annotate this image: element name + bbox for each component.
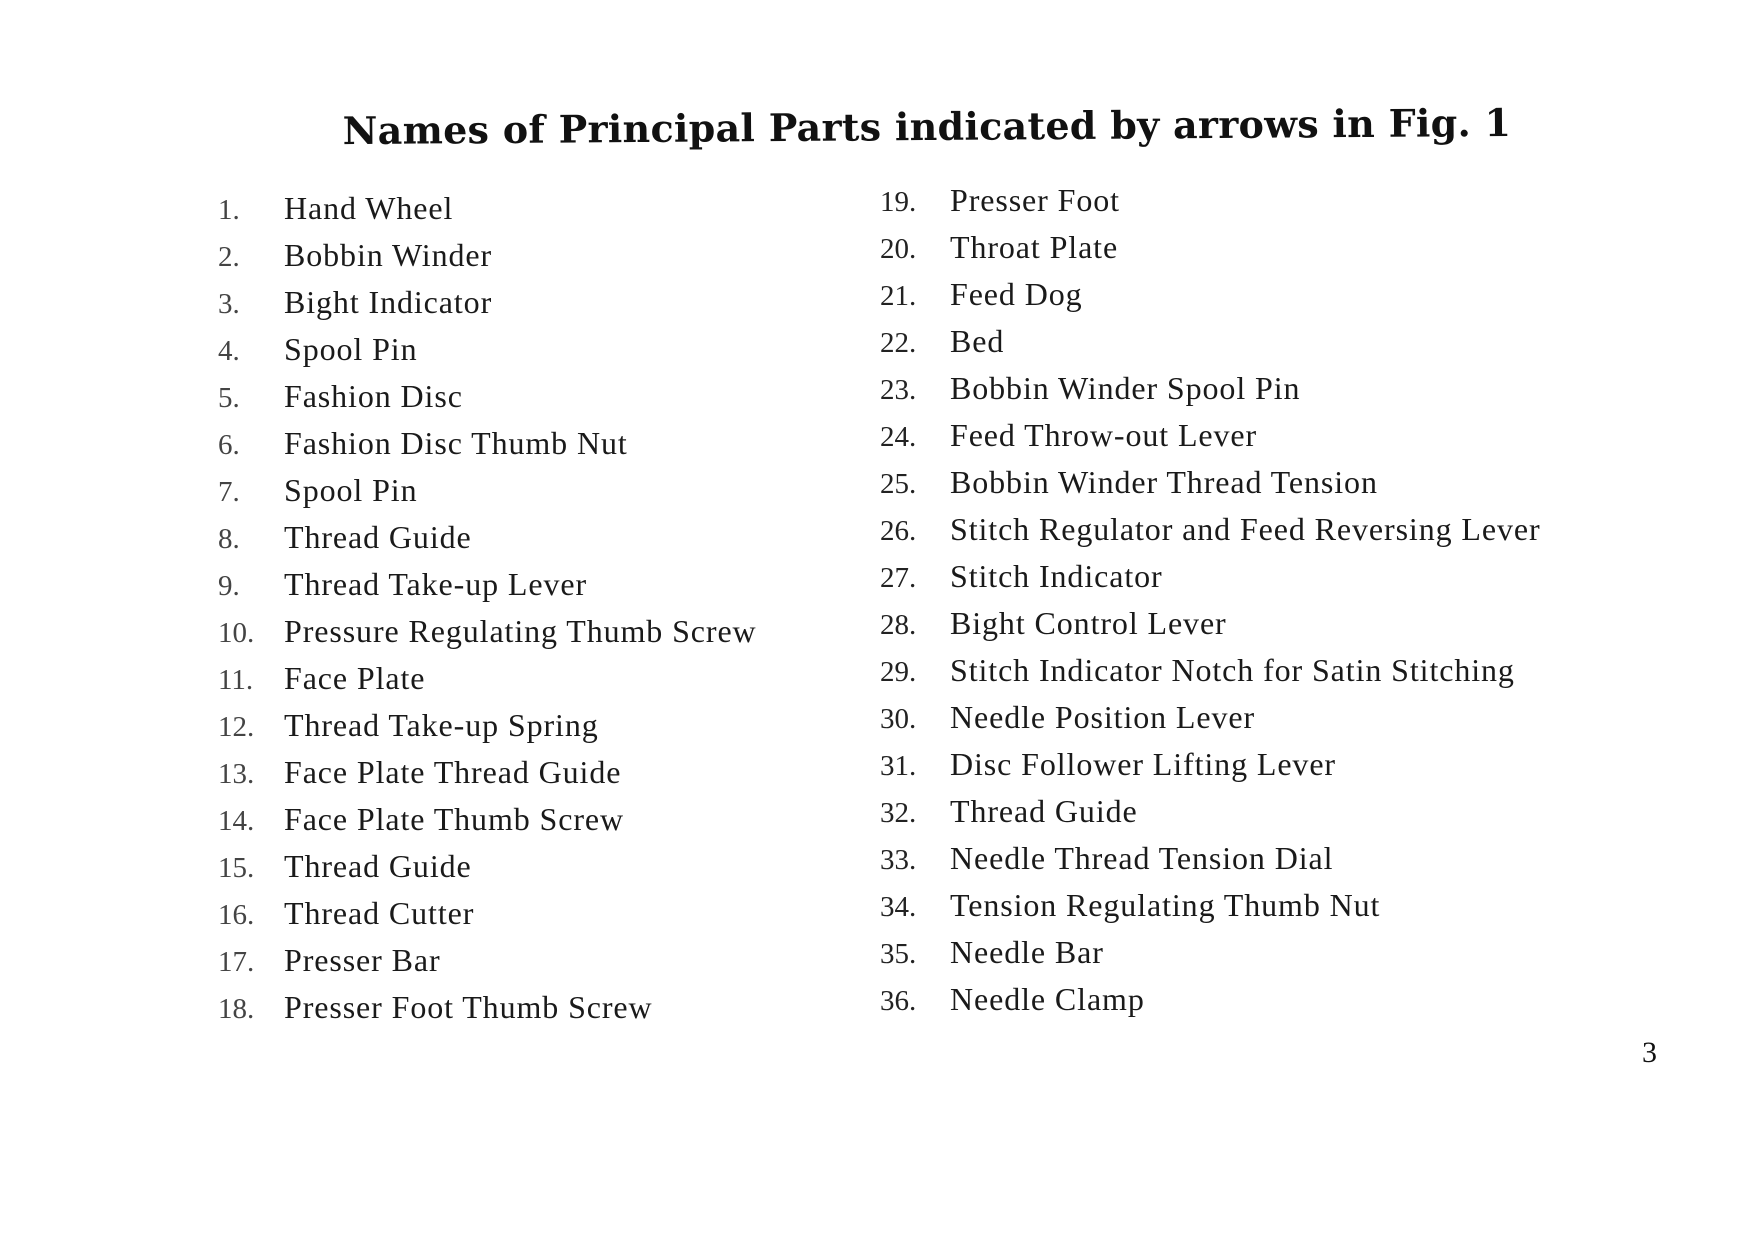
list-item	[218, 378, 757, 425]
list-item	[218, 425, 757, 472]
list-item	[880, 652, 1541, 699]
item-label: Bobbin Winder Thread Tension	[950, 464, 1378, 500]
item-number: 33.	[880, 844, 917, 876]
list-item	[218, 895, 757, 942]
list-item	[880, 793, 1541, 840]
item-number: 5.	[218, 382, 240, 414]
item-label: Presser Foot Thumb Screw	[284, 989, 653, 1025]
item-number: 13.	[218, 758, 255, 790]
item-label: Needle Bar	[950, 934, 1104, 970]
list-item	[218, 942, 757, 989]
list-item	[218, 848, 757, 895]
list-item	[880, 276, 1541, 323]
item-label: Thread Cutter	[284, 895, 475, 931]
item-number: 15.	[218, 852, 255, 884]
list-item	[218, 566, 757, 613]
item-label: Stitch Indicator	[950, 558, 1163, 594]
item-label: Bobbin Winder Spool Pin	[950, 370, 1301, 406]
list-item	[218, 660, 757, 707]
item-label: Thread Take-up Lever	[284, 566, 588, 602]
item-number: 7.	[218, 476, 240, 508]
item-label: Face Plate	[284, 660, 426, 696]
list-item	[880, 511, 1541, 558]
item-number: 16.	[218, 899, 255, 931]
item-number: 28.	[880, 609, 917, 641]
item-number: 2.	[218, 241, 240, 273]
item-label: Feed Dog	[950, 276, 1083, 312]
item-label: Bobbin Winder	[284, 237, 493, 273]
parts-list-left	[218, 190, 757, 1036]
item-label: Thread Take-up Spring	[284, 707, 599, 743]
item-number: 22.	[880, 327, 917, 359]
item-number: 30.	[880, 703, 917, 735]
list-item	[880, 887, 1541, 934]
item-label: Stitch Indicator Notch for Satin Stitching	[950, 652, 1515, 688]
item-number: 9.	[218, 570, 240, 602]
item-label: Disc Follower Lifting Lever	[950, 746, 1336, 782]
item-number: 32.	[880, 797, 917, 829]
item-label: Stitch Regulator and Feed Reversing Lever	[950, 511, 1541, 547]
list-item	[880, 323, 1541, 370]
item-number: 4.	[218, 335, 240, 367]
parts-list-right	[880, 182, 1541, 1028]
item-number: 10.	[218, 617, 255, 649]
item-number: 20.	[880, 233, 917, 265]
item-label: Spool Pin	[284, 472, 418, 508]
item-number: 23.	[880, 374, 917, 406]
list-item	[880, 370, 1541, 417]
item-number: 34.	[880, 891, 917, 923]
item-label: Presser Foot	[950, 182, 1120, 218]
list-item	[880, 746, 1541, 793]
list-item	[880, 182, 1541, 229]
item-label: Bed	[950, 323, 1005, 359]
item-number: 11.	[218, 664, 254, 696]
list-item	[218, 989, 757, 1036]
item-number: 12.	[218, 711, 255, 743]
item-label: Throat Plate	[950, 229, 1119, 265]
list-item	[880, 981, 1541, 1028]
list-item	[218, 237, 757, 284]
item-number: 24.	[880, 421, 917, 453]
item-number: 25.	[880, 468, 917, 500]
list-item	[880, 934, 1541, 981]
item-number: 14.	[218, 805, 255, 837]
item-number: 21.	[880, 280, 917, 312]
page-title: Names of Principal Parts indicated by arrows in Fig. 1	[342, 99, 1512, 154]
item-number: 27.	[880, 562, 917, 594]
list-item	[880, 229, 1541, 276]
list-item	[218, 284, 757, 331]
item-label: Thread Guide	[284, 519, 472, 555]
list-item	[218, 472, 757, 519]
item-label: Fashion Disc Thumb Nut	[284, 425, 628, 461]
list-item	[218, 613, 757, 660]
list-item	[218, 707, 757, 754]
item-label: Spool Pin	[284, 331, 418, 367]
item-label: Fashion Disc	[284, 378, 463, 414]
list-item	[218, 801, 757, 848]
list-item	[880, 558, 1541, 605]
item-label: Presser Bar	[284, 942, 441, 978]
list-item	[880, 605, 1541, 652]
item-number: 17.	[218, 946, 255, 978]
item-number: 3.	[218, 288, 240, 320]
list-item	[218, 190, 757, 237]
item-number: 8.	[218, 523, 240, 555]
item-label: Bight Indicator	[284, 284, 493, 320]
item-number: 31.	[880, 750, 917, 782]
item-label: Bight Control Lever	[950, 605, 1227, 641]
list-item	[880, 417, 1541, 464]
item-number: 19.	[880, 186, 917, 218]
list-item	[218, 519, 757, 566]
list-item	[880, 699, 1541, 746]
item-label: Face Plate Thumb Screw	[284, 801, 625, 837]
item-label: Hand Wheel	[284, 190, 454, 226]
item-number: 36.	[880, 985, 917, 1017]
item-number: 26.	[880, 515, 917, 547]
list-item	[218, 331, 757, 378]
item-number: 29.	[880, 656, 917, 688]
list-item	[880, 464, 1541, 511]
list-item	[880, 840, 1541, 887]
item-label: Face Plate Thread Guide	[284, 754, 622, 790]
item-number: 1.	[218, 194, 240, 226]
item-label: Feed Throw-out Lever	[950, 417, 1258, 453]
item-number: 6.	[218, 429, 240, 461]
list-item	[218, 754, 757, 801]
item-number: 18.	[218, 993, 255, 1025]
page-number: 3	[1642, 1036, 1657, 1069]
item-label: Thread Guide	[284, 848, 472, 884]
item-label: Pressure Regulating Thumb Screw	[284, 613, 757, 649]
item-label: Needle Thread Tension Dial	[950, 840, 1334, 876]
item-label: Tension Regulating Thumb Nut	[950, 887, 1381, 923]
item-label: Needle Clamp	[950, 981, 1145, 1017]
item-label: Needle Position Lever	[950, 699, 1256, 735]
item-label: Thread Guide	[950, 793, 1138, 829]
item-number: 35.	[880, 938, 917, 970]
